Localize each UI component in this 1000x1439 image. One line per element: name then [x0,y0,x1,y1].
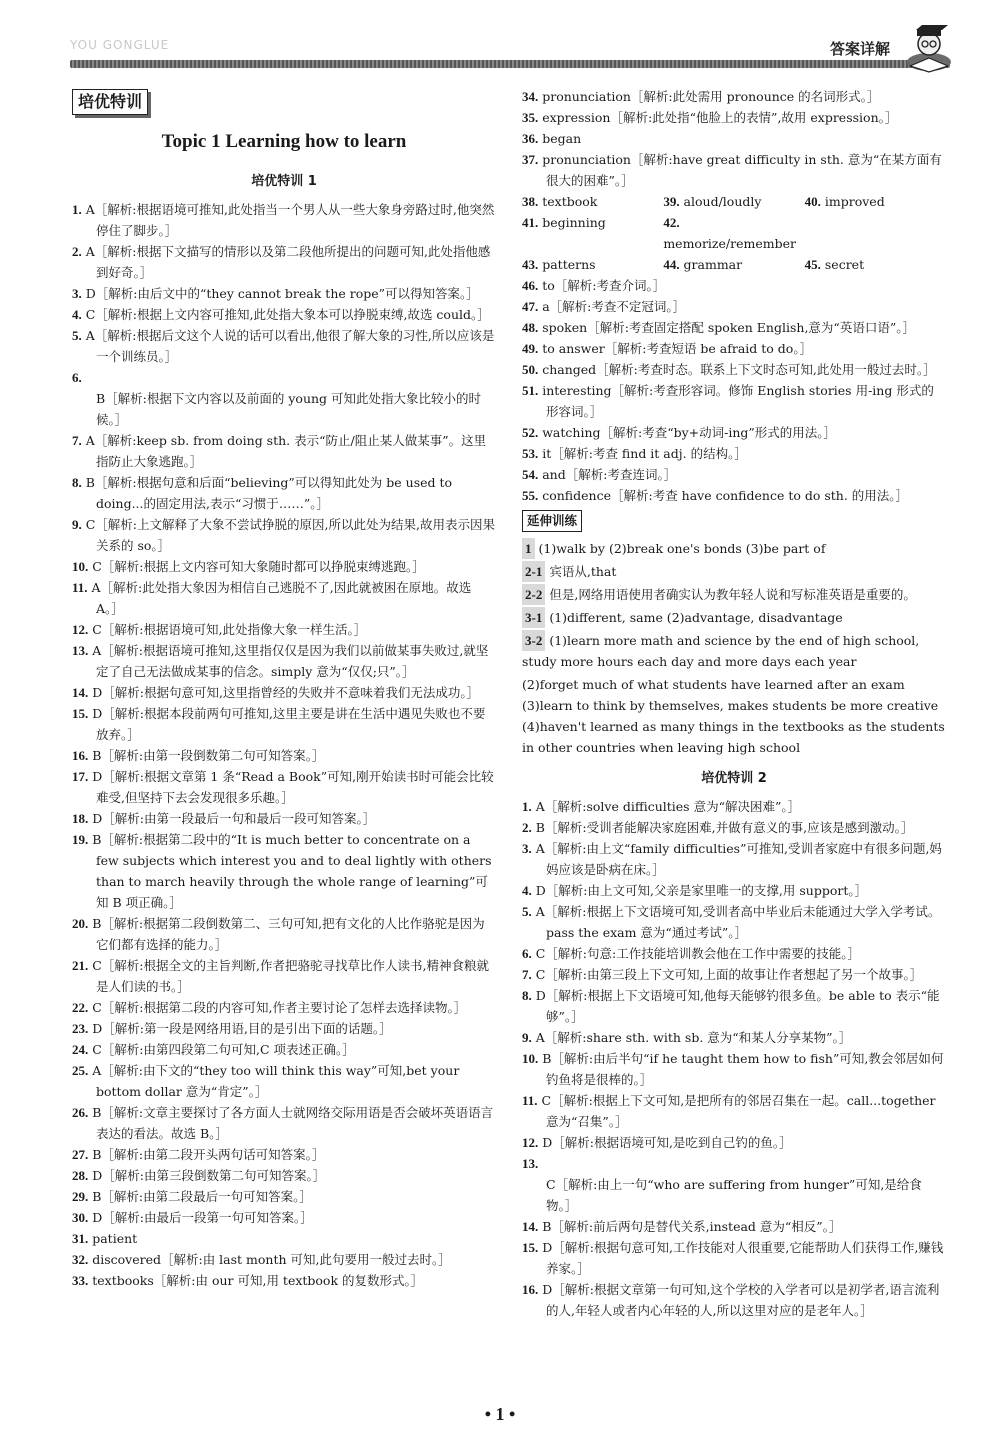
extension-number: 2-1 [522,561,545,582]
answer-text: D［解析:根据句意可知,工作技能对人很重要,它能帮助人们获得工作,赚钱养家。］ [538,1240,944,1276]
extension-number: 1 [522,538,535,559]
answer-item [72,577,496,619]
answer-text: began [538,131,582,146]
answer-item [522,817,946,838]
answer-item [522,443,946,464]
answer-item [72,745,496,766]
answer-number: 35. [522,110,539,125]
answer-text: B［解析:前后两句是替代关系,instead 意为“相反”。］ [538,1219,842,1234]
answer-item [522,107,946,128]
answer-number: 44. [663,257,680,272]
answer-item [522,838,946,880]
header-bar [70,60,950,68]
answer-number: 4. [72,307,82,322]
answer-number: 28. [72,1168,89,1183]
answer-grid-cell [663,254,804,275]
answer-text: D［解析:由后文中的“they cannot break the rope”可以得知答案。］ [81,286,479,301]
extension-line: (2)forget much of what students have learned after an exam [522,677,905,692]
answer-text: secret [820,257,865,272]
answer-number: 7. [522,967,532,982]
answer-number: 36. [522,131,539,146]
answer-text: C［解析:上文解释了大象不尝试挣脱的原因,所以此处为结果,故用表示因果关系的 so。］ [81,517,495,553]
extension-text: (1)learn more math and science by the end of high school, study more hours each day and more days each year [522,633,920,669]
answer-number: 23. [72,1021,89,1036]
answer-item [72,283,496,304]
answer-text: a［解析:考查不定冠词。］ [538,299,686,314]
answer-text: B［解析:由第二段开头两句话可知答案。］ [88,1147,325,1162]
answer-item [522,464,946,485]
answer-text: A［解析:根据上下文语境可知,受训者高中毕业后未能通过大学入学考试。pass the exam 意为“通过考试”。］ [531,904,941,940]
answer-number: 22. [72,1000,89,1015]
answer-text: A［解析:keep sb. from doing sth. 表示“防止/阻止某人做某事”。这里指防止大象逃跑。］ [81,433,487,469]
answer-number: 4. [522,883,532,898]
answer-item [522,485,946,506]
answer-grid-cell [522,191,663,212]
extension-item [522,538,946,559]
answer-item [72,199,496,241]
answer-item [72,1144,496,1165]
answer-number: 14. [522,1219,539,1234]
answer-text: D［解析:根据上下文语境可知,他每天能够钓很多鱼。be able to 表示“能够”。］ [531,988,940,1024]
answer-number: 9. [72,517,82,532]
left-answer-list [72,199,496,1291]
section-tag: 培优特训 [72,89,148,115]
answer-text: C［解析:根据上下文可知,是把所有的邻居召集在一起。call...together 意为“召集”。］ [537,1093,936,1129]
answer-number: 1. [72,202,82,217]
training2-title: 培优特训 2 [701,771,767,786]
answer-grid-cell [522,254,663,275]
extension-number: 3-1 [522,607,545,628]
answer-item [522,796,946,817]
answer-number: 18. [72,811,89,826]
answer-text: pronunciation［解析:have great difficulty in sth. 意为“在某方面有很大的困难”。］ [538,152,942,188]
training1-title: 培优特训 1 [251,174,317,189]
answer-number: 42. [663,215,680,230]
answer-text: D［解析:根据文章第 1 条“Read a Book”可知,刚开始读书时可能会比较难受,但坚持下去会发现很多乐趣。］ [88,769,494,805]
answer-number: 52. [522,425,539,440]
answer-number: 8. [72,475,82,490]
answer-number: 47. [522,299,539,314]
answer-item [522,380,946,422]
answer-item [72,1165,496,1186]
right-answer-list-c [522,796,946,1321]
answer-number: 21. [72,958,89,973]
right-answer-list-b [522,275,946,506]
answer-number: 7. [72,433,82,448]
answer-item [72,430,496,472]
answer-text: A［解析:根据语境可推知,此处指当一个男人从一些大象身旁路过时,他突然停住了脚步。］ [81,202,495,238]
answer-text: D［解析:由第一段最后一句和最后一段可知答案。］ [88,811,376,826]
answer-text: C［解析:由上一句“who are suffering from hunger”可知,是给食物。］ [546,1177,922,1213]
answer-number: 48. [522,320,539,335]
answer-number: 24. [72,1042,89,1057]
answer-text: changed［解析:考查时态。联系上下文时态可知,此处用一般过去时。］ [538,362,936,377]
answer-number: 13. [522,1156,539,1171]
answer-number: 25. [72,1063,89,1078]
answer-number: 11. [522,1093,538,1108]
answer-text: A［解析:由下文的“they too will think this way”可知,bet your bottom dollar 意为“肯定”。］ [88,1063,460,1099]
answer-number: 9. [522,1030,532,1045]
answer-item [522,880,946,901]
answer-number: 50. [522,362,539,377]
answer-number: 15. [522,1240,539,1255]
answer-item [72,1249,496,1270]
answer-item [522,317,946,338]
answer-text: interesting［解析:考查形容词。修饰 English stories 用-ing 形式的形容词。］ [538,383,934,419]
extension-text: (1)different, same (2)advantage, disadvantage [549,610,843,625]
answer-text: to［解析:考查介词。］ [538,278,666,293]
page-number: • 1 • [484,1404,516,1424]
answer-item [522,149,946,191]
answer-item [72,619,496,640]
answer-number: 27. [72,1147,89,1162]
answer-item [72,1270,496,1291]
answer-number: 51. [522,383,539,398]
answer-text: expression［解析:此处指“他脸上的表情”,故用 expression。］ [538,110,898,125]
answer-text: A［解析:根据语境可推知,这里指仅仅是因为我们以前做某事失败过,就坚定了自己无法做成某事的信念。simply 意为“仅仅;只”。］ [88,643,489,679]
answer-number: 16. [72,748,89,763]
answer-text: A［解析:根据下文描写的情形以及第二段他所提出的问题可知,此处指他感到好奇。］ [81,244,491,280]
answer-item [522,985,946,1027]
answer-number: 26. [72,1105,89,1120]
answer-number: 34. [522,89,539,104]
extension-item [522,630,946,672]
answer-text: C［解析:句意:工作技能培训教会他在工作中需要的技能。］ [531,946,860,961]
answer-grid [522,191,946,275]
extension-line: (4)haven't learned as many things in the textbooks as the students in other countries when leaving high school [522,719,945,755]
answer-text: aloud/loudly [679,194,762,209]
answer-number: 10. [72,559,89,574]
header-brand: YOU GONGLUE [70,38,170,52]
extension-number: 3-2 [522,630,545,651]
answer-number: 6. [72,370,82,385]
answer-text: B［解析:根据句意和后面“believing”可以得知此处为 be used to doing...的固定用法,表示“习惯于……”。］ [81,475,453,511]
answer-text: to answer［解析:考查短语 be afraid to do。］ [538,341,813,356]
answer-number: 1. [522,799,532,814]
answer-grid-cell [663,191,804,212]
answer-text: D［解析:由第三段倒数第二句可知答案。］ [88,1168,326,1183]
answer-grid-row [522,212,946,254]
answer-text: pronunciation［解析:此处需用 pronounce 的名词形式。］ [538,89,880,104]
answer-item [522,1132,946,1153]
answer-text: B［解析:由第一段倒数第二句可知答案。］ [88,748,325,763]
answer-text: D［解析:第一段是网络用语,目的是引出下面的话题。］ [88,1021,392,1036]
answer-number: 12. [522,1135,539,1150]
extension-number: 2-2 [522,584,545,605]
answer-text: D［解析:根据句意可知,这里指曾经的失败并不意味着我们无法成功。］ [88,685,480,700]
answer-item [72,1060,496,1102]
answer-text: B［解析:由后半句“if he taught them how to fish”可知,教会邻居如何钓鱼将是很棒的。］ [538,1051,944,1087]
extension-list [522,538,946,672]
answer-number: 46. [522,278,539,293]
answer-item [72,703,496,745]
answer-text: A［解析:此处指大象因为相信自己逃脱不了,因此就被困在原地。故选 A。］ [87,580,472,616]
answer-number: 17. [72,769,89,784]
answer-text: D［解析:根据文章第一句可知,这个学校的入学者可以是初学者,语言流利的人,年轻人或者内心年轻的人,所以这里对应的是老年人。］ [538,1282,940,1318]
answer-number: 5. [522,904,532,919]
answer-number: 10. [522,1051,539,1066]
extension-text: (1)walk by (2)break one's bonds (3)be part of [538,541,826,556]
answer-item [72,955,496,997]
answer-number: 29. [72,1189,89,1204]
answer-number: 32. [72,1252,89,1267]
answer-item [522,943,946,964]
answer-number: 12. [72,622,89,637]
answer-number: 31. [72,1231,89,1246]
answer-item [522,422,946,443]
answer-number: 54. [522,467,539,482]
answer-number: 3. [72,286,82,301]
extension-text: 但是,网络用语使用者确实认为教年轻人说和写标准英语是重要的。 [549,587,916,602]
answer-number: 11. [72,580,88,595]
answer-number: 41. [522,215,539,230]
answer-text: C［解析:由第四段第二句可知,C 项表述正确。］ [88,1042,355,1057]
answer-item [72,829,496,913]
answer-text: patterns [538,257,596,272]
mascot-reader-icon [902,22,956,74]
answer-text: beginning [538,215,606,230]
answer-item [522,901,946,943]
answer-number: 49. [522,341,539,356]
answer-text: B［解析:根据第二段中的“It is much better to concentrate on a few subjects which interest you and to deal lightly with others than to march heavily through the whole range of learning”可知 B 项正确。］ [88,832,492,910]
answer-text: A［解析:根据后文这个人说的话可以看出,他很了解大象的习性,所以应该是一个训练员。］ [81,328,495,364]
answer-grid-cell [805,212,946,254]
extension-tag: 延伸训练 [522,510,582,532]
answer-item [72,913,496,955]
answer-number: 37. [522,152,539,167]
answer-item [72,556,496,577]
answer-item [72,1102,496,1144]
answer-item [72,1228,496,1249]
answer-item [72,640,496,682]
answer-text: B［解析:文章主要探讨了各方面人士就网络交际用语是否会破坏英语语言表达的看法。故选 B。］ [88,1105,494,1141]
answer-item [522,1153,946,1216]
answer-number: 5. [72,328,82,343]
answer-text: D［解析:根据语境可知,是吃到自己钓的鱼。］ [538,1135,792,1150]
answer-text: D［解析:根据本段前两句可推知,这里主要是讲在生活中遇见失败也不要放弃。］ [88,706,486,742]
answer-item [72,241,496,283]
right-column [522,86,946,1321]
answer-text: and［解析:考查连词。］ [538,467,677,482]
answer-grid-row [522,254,946,275]
answer-item [522,1090,946,1132]
answer-text: C［解析:由第三段上下文可知,上面的故事让作者想起了另一个故事。］ [531,967,923,982]
answer-grid-cell [805,254,946,275]
answer-number: 2. [72,244,82,259]
answer-number: 53. [522,446,539,461]
answer-number: 15. [72,706,89,721]
extension-text: 宾语从,that [549,564,617,579]
answer-number: 14. [72,685,89,700]
answer-item [72,682,496,703]
answer-item [522,1216,946,1237]
answer-text: improved [820,194,885,209]
answer-text: D［解析:由最后一段第一句可知答案。］ [88,1210,313,1225]
answer-number: 55. [522,488,539,503]
answer-number: 39. [663,194,680,209]
answer-text: textbook [538,194,598,209]
answer-text: C［解析:根据上文内容可推知,此处指大象本可以挣脱束缚,故选 could。］ [81,307,490,322]
answer-item [522,1027,946,1048]
answer-number: 33. [72,1273,89,1288]
answer-grid-cell [663,212,804,254]
answer-item [72,1186,496,1207]
extension-item [522,584,946,605]
extension-item [522,607,946,628]
answer-number: 43. [522,257,539,272]
answer-number: 2. [522,820,532,835]
answer-text: watching［解析:考查“by+动词-ing”形式的用法。］ [538,425,837,440]
answer-text: D［解析:由上文可知,父亲是家里唯一的支撑,用 support。］ [531,883,868,898]
answer-item [72,1039,496,1060]
answer-number: 13. [72,643,89,658]
answer-item [522,1048,946,1090]
extension-line: (3)learn to think by themselves, makes students be more creative [522,698,939,713]
answer-number: 30. [72,1210,89,1225]
answer-item [522,1237,946,1279]
answer-number: 19. [72,832,89,847]
answer-text: C［解析:根据上文内容可知大象随时都可以挣脱束缚逃跑。］ [88,559,425,574]
answer-number: 38. [522,194,539,209]
answer-text: memorize/remember [663,236,796,251]
answer-grid-cell [522,212,663,254]
answer-text: grammar [679,257,743,272]
answer-number: 16. [522,1282,539,1297]
answer-item [72,808,496,829]
topic-title: Topic 1 Learning how to learn [161,131,407,152]
answer-number: 45. [804,257,821,272]
answer-item [522,1279,946,1321]
answer-text: B［解析:受训者能解决家庭困难,并做有意义的事,应该是感到激动。］ [531,820,914,835]
answer-text: patient [88,1231,138,1246]
answer-text: A［解析:share sth. with sb. 意为“和某人分享某物”。］ [531,1030,852,1045]
extension-lines [522,674,946,758]
answer-text: it［解析:考查 find it adj. 的结构。］ [538,446,747,461]
answer-text: B［解析:根据第二段倒数第二、三句可知,把有文化的人比作骆驼是因为它们都有选择的能力。］ [88,916,485,952]
answer-text: B［解析:根据下文内容以及前面的 young 可知此处指大象比较小的时候。］ [96,391,482,427]
answer-item [72,997,496,1018]
answer-number: 6. [522,946,532,961]
answer-number: 3. [522,841,532,856]
answer-item [72,304,496,325]
answer-text: C［解析:根据全文的主旨判断,作者把骆驼寻找草比作人读书,精神食粮就是人们读的书。］ [88,958,489,994]
answer-text: A［解析:由上文“family difficulties”可推知,受训者家庭中有很多问题,妈妈应该是卧病在床。］ [531,841,942,877]
answer-item [72,472,496,514]
answer-item [72,514,496,556]
answer-text: A［解析:solve difficulties 意为“解决困难”。］ [531,799,801,814]
answer-text: textbooks［解析:由 our 可知,用 textbook 的复数形式。］ [88,1273,424,1288]
answer-text: C［解析:根据语境可知,此处指像大象一样生活。］ [88,622,367,637]
answer-text: C［解析:根据第二段的内容可知,作者主要讨论了怎样去选择读物。］ [88,1000,467,1015]
left-column [72,86,496,1291]
answer-item [72,766,496,808]
answer-item [522,359,946,380]
answer-text: B［解析:由第二段最后一句可知答案。］ [88,1189,312,1204]
answer-item [522,275,946,296]
extension-item [522,561,946,582]
answer-item [72,325,496,367]
answer-text: discovered［解析:由 last month 可知,此句要用一般过去时。］ [88,1252,451,1267]
answer-number: 20. [72,916,89,931]
answer-grid-cell [805,191,946,212]
answer-number: 8. [522,988,532,1003]
answer-item [522,296,946,317]
answer-item [522,338,946,359]
answer-grid-row [522,191,946,212]
answer-item [72,367,496,430]
answer-text: spoken［解析:考查固定搭配 spoken English,意为“英语口语”。］ [538,320,915,335]
header-title: 答案详解 [830,40,891,58]
right-answer-list-a [522,86,946,191]
answer-item [522,86,946,107]
answer-text: confidence［解析:考查 have confidence to do sth. 的用法。］ [538,488,909,503]
answer-item [522,128,946,149]
answer-number: 40. [804,194,821,209]
answer-item [72,1018,496,1039]
answer-item [72,1207,496,1228]
answer-item [522,964,946,985]
